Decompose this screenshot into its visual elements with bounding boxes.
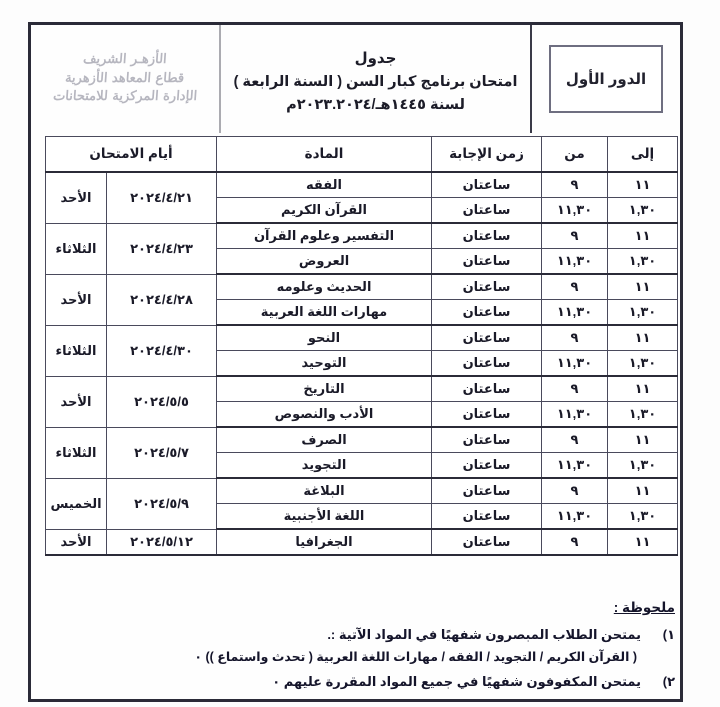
cell-time-from: ١١,٣٠	[542, 402, 608, 428]
title-block	[221, 25, 530, 133]
cell-subject: الفقه	[217, 172, 432, 198]
notes-block	[75, 600, 675, 695]
page-title: جدول	[354, 50, 397, 67]
cell-exam-date: ٢٠٢٤/٥/٩	[107, 478, 217, 529]
note-number: ٢)	[662, 674, 675, 690]
round-badge	[549, 45, 663, 113]
cell-duration: ساعتان	[432, 274, 542, 300]
cell-duration: ساعتان	[432, 453, 542, 479]
cell-duration: ساعتان	[432, 223, 542, 249]
cell-duration: ساعتان	[432, 504, 542, 530]
cell-time-from: ١١,٣٠	[542, 504, 608, 530]
note-text: يمتحن الطلاب المبصرون شفهيًا في المواد الآتية :.	[327, 627, 641, 642]
cell-exam-day: الأحد	[46, 172, 107, 223]
cell-subject: البلاغة	[217, 478, 432, 504]
cell-time-from: ٩	[542, 223, 608, 249]
table-header-row	[46, 137, 678, 173]
cell-exam-day: الثلاثاء	[46, 325, 107, 376]
cell-exam-day: الثلاثاء	[46, 427, 107, 478]
cell-duration: ساعتان	[432, 300, 542, 326]
cell-subject: اللغة الأجنبية	[217, 504, 432, 530]
cell-time-to: ١١	[608, 478, 678, 504]
cell-duration: ساعتان	[432, 351, 542, 377]
cell-time-from: ٩	[542, 529, 608, 555]
schedule-body	[46, 172, 678, 555]
note-item	[75, 625, 675, 645]
cell-subject: النحو	[217, 325, 432, 351]
cell-time-to: ١,٣٠	[608, 402, 678, 428]
exam-schedule-table	[45, 136, 678, 556]
cell-duration: ساعتان	[432, 529, 542, 555]
document-header	[31, 25, 680, 133]
cell-time-from: ١١,٣٠	[542, 453, 608, 479]
cell-duration: ساعتان	[432, 198, 542, 224]
cell-subject: التجويد	[217, 453, 432, 479]
cell-time-from: ١١,٣٠	[542, 249, 608, 275]
cell-subject: القرآن الكريم	[217, 198, 432, 224]
cell-subject: الجغرافيا	[217, 529, 432, 555]
header-exam-days: أيام الامتحان	[46, 137, 217, 173]
cell-duration: ساعتان	[432, 427, 542, 453]
cell-time-from: ٩	[542, 478, 608, 504]
cell-duration: ساعتان	[432, 478, 542, 504]
table-row	[46, 478, 678, 504]
cell-time-to: ١,٣٠	[608, 198, 678, 224]
cell-time-from: ٩	[542, 172, 608, 198]
cell-time-to: ١,٣٠	[608, 300, 678, 326]
cell-exam-date: ٢٠٢٤/٤/٢١	[107, 172, 217, 223]
cell-subject: مهارات اللغة العربية	[217, 300, 432, 326]
cell-time-to: ١,٣٠	[608, 249, 678, 275]
cell-exam-date: ٢٠٢٤/٥/١٢	[107, 529, 217, 555]
cell-exam-day: الأحد	[46, 376, 107, 427]
cell-subject: الأدب والنصوص	[217, 402, 432, 428]
note-text: يمتحن المكفوفون شفهيًا في جميع المواد المقررة عليهم ٠	[272, 674, 641, 690]
table-row	[46, 427, 678, 453]
cell-subject: التوحيد	[217, 351, 432, 377]
cell-duration: ساعتان	[432, 402, 542, 428]
azhar-logo	[31, 25, 221, 133]
cell-subject: الصرف	[217, 427, 432, 453]
cell-time-to: ١,٣٠	[608, 504, 678, 530]
page-year: لسنة ١٤٤٥هـ/٢٠٢٣.٢٠٢٤م	[286, 97, 465, 113]
cell-time-from: ٩	[542, 427, 608, 453]
cell-exam-day: الأحد	[46, 529, 107, 555]
cell-subject: العروض	[217, 249, 432, 275]
cell-time-to: ١١	[608, 427, 678, 453]
cell-time-to: ١,٣٠	[608, 351, 678, 377]
cell-subject: التفسير وعلوم القرآن	[217, 223, 432, 249]
cell-time-from: ١١,٣٠	[542, 300, 608, 326]
table-row	[46, 172, 678, 198]
logo-line-1: الأزهـر الشريف	[82, 51, 168, 67]
cell-time-from: ٩	[542, 325, 608, 351]
cell-subject: الحديث وعلومه	[217, 274, 432, 300]
cell-time-to: ١١	[608, 274, 678, 300]
header-to: إلى	[608, 137, 678, 173]
cell-time-to: ١,٣٠	[608, 453, 678, 479]
note-item	[75, 672, 675, 692]
table-row	[46, 529, 678, 555]
cell-exam-day: الخميس	[46, 478, 107, 529]
cell-time-from: ٩	[542, 376, 608, 402]
cell-time-to: ١١	[608, 529, 678, 555]
round-cell	[530, 25, 680, 133]
cell-exam-date: ٢٠٢٤/٤/٣٠	[107, 325, 217, 376]
cell-duration: ساعتان	[432, 172, 542, 198]
cell-exam-date: ٢٠٢٤/٥/٧	[107, 427, 217, 478]
table-row	[46, 223, 678, 249]
page-subtitle: امتحان برنامج كبار السن ( السنة الرابعة )	[233, 74, 518, 90]
note-number: ١)	[662, 627, 675, 642]
cell-exam-date: ٢٠٢٤/٤/٢٨	[107, 274, 217, 325]
cell-exam-date: ٢٠٢٤/٤/٢٣	[107, 223, 217, 274]
cell-subject: التاريخ	[217, 376, 432, 402]
cell-time-from: ٩	[542, 274, 608, 300]
cell-duration: ساعتان	[432, 249, 542, 275]
note-subtext: ( القرآن الكريم / التجويد / الفقه / مهارات اللغة العربية ( تحدث واستماع )) ٠	[194, 649, 637, 664]
cell-time-to: ١١	[608, 223, 678, 249]
cell-exam-day: الأحد	[46, 274, 107, 325]
table-row	[46, 376, 678, 402]
logo-line-2: قطاع المعاهد الأزهرية	[65, 70, 186, 86]
header-subject: المادة	[217, 137, 432, 173]
cell-exam-day: الثلاثاء	[46, 223, 107, 274]
cell-duration: ساعتان	[432, 376, 542, 402]
cell-duration: ساعتان	[432, 325, 542, 351]
cell-time-from: ١١,٣٠	[542, 351, 608, 377]
header-answer-time: زمن الإجابة	[432, 137, 542, 173]
header-from: من	[542, 137, 608, 173]
cell-time-to: ١١	[608, 376, 678, 402]
cell-exam-date: ٢٠٢٤/٥/٥	[107, 376, 217, 427]
table-row	[46, 274, 678, 300]
round-label: الدور الأول	[565, 71, 647, 88]
logo-line-3: الإدارة المركزية للامتحانات	[52, 89, 198, 105]
table-row	[46, 325, 678, 351]
cell-time-from: ١١,٣٠	[542, 198, 608, 224]
cell-time-to: ١١	[608, 325, 678, 351]
notes-title: ملحوظة :	[613, 600, 675, 615]
notes-list	[75, 625, 675, 692]
cell-time-to: ١١	[608, 172, 678, 198]
